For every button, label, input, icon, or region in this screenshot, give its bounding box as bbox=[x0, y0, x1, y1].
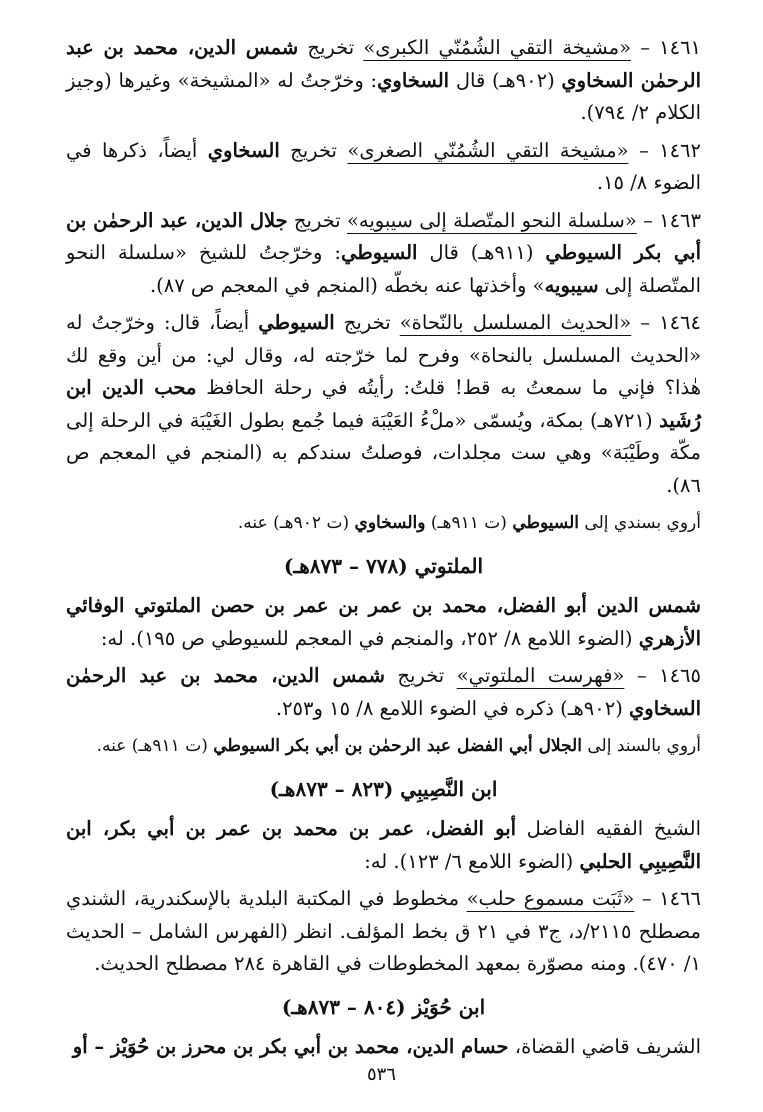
section-heading: الملتوتي (٧٧٨ – ٨٧٣هـ) bbox=[283, 553, 484, 578]
bio-text: ، bbox=[414, 817, 432, 840]
entry-1465 bbox=[66, 660, 701, 725]
entry-1466 bbox=[66, 883, 701, 981]
author-name: جلال الدين، عبد الرحمٰن بن أبي بكر السيوطي bbox=[66, 208, 701, 264]
entry-number: ١٤٦٤ – bbox=[640, 311, 702, 334]
person-name: حسام الدين، محمد بن أبي بكر بن محرز بن حُوَيْز – أو bbox=[72, 1035, 509, 1058]
entry-text: (٧٢١هـ) بمكة، ويُسمّى «ملْءُ العَيْبَة فيما جُمع بطول الغَيْبَة في الرحلة إلى مكّة وطَيْبَة» وهي ست مجلدات، فوصلتُ سندكم به (المنجم في المعجم ص ٨٦). bbox=[66, 408, 701, 497]
note-text: أروي بالسند إلى bbox=[581, 736, 701, 756]
bio-text: (الضوء اللامع ٨/ ٢٥٢، والمنجم في المعجم للسيوطي ص ١٩٥). له: bbox=[100, 626, 639, 650]
author-name: سيبويه bbox=[544, 273, 599, 297]
entry-1461 bbox=[66, 32, 701, 130]
entry-number: ١٤٦١ – bbox=[640, 36, 702, 59]
entry-text: : وخرّجتُ له «المشيخة» وغيرها (وجيز الكلام ٢/ ٧٩٤). bbox=[66, 68, 701, 124]
author-name: محب الدين ابن رُشَيد bbox=[66, 376, 701, 432]
entry-1463 bbox=[66, 205, 701, 303]
section-heading: ابن النَّصِيبِي (٨٢٣ – ٨٧٣هـ) bbox=[269, 776, 498, 801]
bio-text: الشريف قاضي القضاة، bbox=[508, 1035, 701, 1058]
entry-text: تخريج bbox=[384, 664, 457, 687]
author-name: السخاوي bbox=[377, 68, 450, 92]
entry-number: ١٤٦٥ – bbox=[636, 664, 701, 687]
entry-number: ١٤٦٣ – bbox=[643, 208, 701, 232]
entry-text: تخريج bbox=[279, 138, 348, 162]
person-name: عمر بن محمد بن عمر بن أبي بكر، ابن النَّصِيبِي الحلبي bbox=[66, 817, 701, 873]
entry-title: «سلسلة النحو المتّصلة إلى سيبويه» bbox=[346, 208, 637, 232]
entry-text: تخريج bbox=[298, 36, 364, 59]
entry-title: «ثَبَت مسموع حلب» bbox=[466, 887, 635, 910]
person-name: أبو الفضل bbox=[431, 817, 517, 840]
biography bbox=[66, 590, 701, 655]
biography bbox=[66, 1031, 701, 1064]
note-text: (ت ٩٠٢هـ) عنه. bbox=[237, 513, 355, 533]
biography bbox=[66, 813, 701, 878]
entry-text: (٩٠٢هـ) ذكره في الضوء اللامع ٨/ ١٥ و٢٥٣. bbox=[275, 696, 630, 720]
entry-text: أيضاً، ذكرها في الضوء ٨/ ١٥. bbox=[66, 138, 701, 194]
entry-title: «فهرست الملتوتي» bbox=[456, 664, 625, 687]
entry-text: تخريج bbox=[287, 208, 347, 232]
bio-text: الشيخ الفقيه الفاضل bbox=[516, 817, 702, 840]
entry-title: «مشيخة التقي الشُمُنّي الصغرى» bbox=[347, 138, 629, 162]
author-name: السيوطي bbox=[340, 241, 418, 264]
note-text: (ت ٩١١هـ) عنه. bbox=[96, 736, 214, 756]
section-heading: ابن حُوَيْز (٨٠٤ – ٨٧٣هـ) bbox=[281, 994, 486, 1019]
entry-text: : وخرّجتُ للشيخ «سلسلة النحو المتّصلة إلى bbox=[66, 241, 701, 297]
entry-1462 bbox=[66, 135, 701, 200]
author-name: والسخاوي bbox=[354, 513, 426, 533]
entry-number: ١٤٦٦ – bbox=[641, 887, 702, 910]
author-name: شمس الدين، محمد بن عبد الرحمٰن السخاوي bbox=[66, 664, 701, 720]
page-number: ٥٣٦ bbox=[366, 1064, 396, 1085]
entry-text: تخريج bbox=[334, 311, 400, 334]
author-name: السخاوي bbox=[207, 138, 280, 162]
chain-note bbox=[66, 730, 701, 763]
entry-title: «مشيخة التقي الشُمُنّي الكبرى» bbox=[363, 36, 632, 59]
entry-text: مخطوط في المكتبة البلدية بالإسكندرية، الشندي مصطلح ٢١١٥/د، ج٣ في ٢١ ق بخط المؤلف. انظر (الفهرس الشامل – الحديث ١/ ٤٧٠). ومنه مصوّرة بمعهد المخطوطات في القاهرة ٢٨٤ مصطلح الحديث. bbox=[66, 887, 701, 975]
entry-text: » وأخذتها عنه بخطّه (المنجم في المعجم ص ٨٧). bbox=[149, 273, 545, 297]
entry-title: «الحديث المسلسل بالنّحاة» bbox=[399, 311, 632, 334]
note-text: أروي بسندي إلى bbox=[579, 513, 701, 533]
entry-1464 bbox=[66, 307, 701, 502]
entry-text: (٩٠٢هـ) قال bbox=[449, 68, 562, 92]
page-body bbox=[66, 32, 701, 1064]
author-name: السيوطي bbox=[258, 311, 335, 334]
entry-number: ١٤٦٢ – bbox=[638, 138, 702, 162]
note-text: (ت ٩١١هـ) bbox=[425, 513, 513, 533]
person-name: شمس الدين أبو الفضل، محمد بن عمر بن عمر بن حصن الملتوتي الوفائي الأزهري bbox=[66, 594, 701, 650]
chain-note bbox=[66, 507, 701, 540]
author-name: شمس الدين، محمد بن عبد الرحمٰن السخاوي bbox=[66, 36, 702, 92]
bio-text: (الضوء اللامع ٦/ ١٢٣). له: bbox=[364, 849, 580, 873]
entry-text: (٩١١هـ) قال bbox=[417, 241, 546, 264]
entry-text: أيضاً، قال: وخرّجتُ له «الحديث المسلسل بالنحاة» وفرح لما خرّجته له، وقال لي: من أين وقع لك هٰذا؟ فإني ما سمعتُ به قط! قلتُ: رأيتُه في رحلة الحافظ bbox=[66, 311, 701, 399]
author-name: السيوطي bbox=[512, 513, 579, 533]
author-name: الجلال أبي الفضل عبد الرحمٰن بن أبي بكر السيوطي bbox=[213, 736, 582, 756]
